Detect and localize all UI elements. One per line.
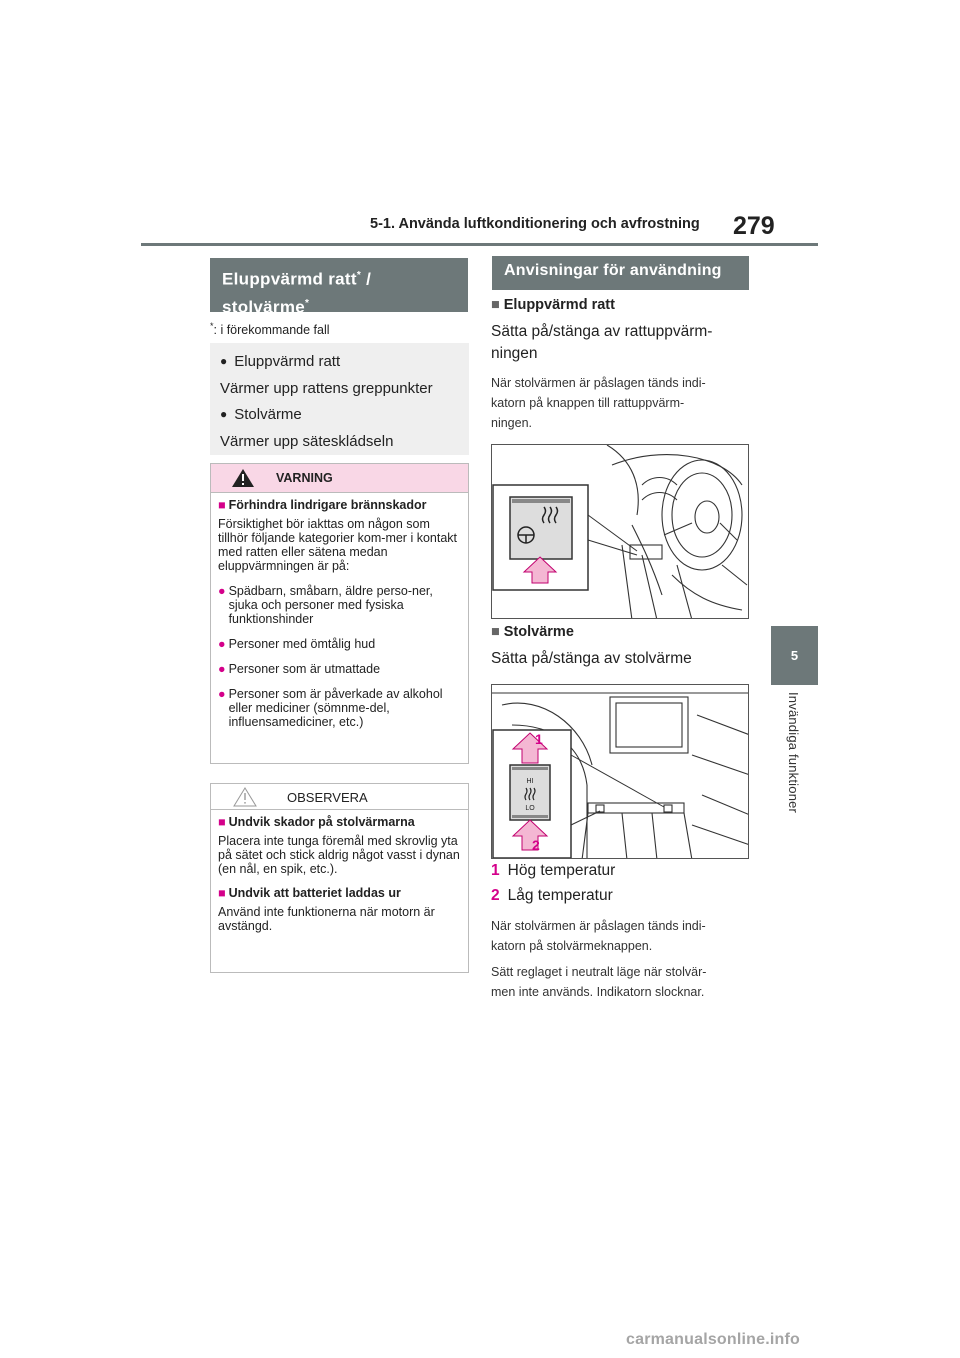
seat-instruction: Sätta på/stänga av stolvärme [491,650,692,667]
footnote-text: : i förekommande fall [213,323,330,338]
warning-item [218,662,461,676]
warning-item [218,637,461,651]
running-header: 5-1. Använda luftkonditionering och avfrostning [370,216,700,232]
warning-item-text: ● Spädbarn, småbarn, äldre perso-ner, sjuka och personer med fysiska funktionshinder [228,584,433,626]
notice-title: OBSERVERA [287,790,368,805]
notice-heading: ■ Undvik skador på stolvärmarna [218,815,461,829]
seat-heading: ■ Stolvärme [491,624,574,640]
warning-box [210,463,469,764]
steering-instruction-line1: Sätta på/stänga av rattuppvärm- [491,323,713,340]
feature-summary-box [210,343,469,455]
warning-title: VARNING [276,471,333,485]
warning-item [218,687,461,729]
chapter-tab: 5 [771,626,818,685]
section-title-sep: / [366,269,372,289]
section-title-part-b: stolvärme [222,297,306,317]
watermark: carmanualsonline.info [626,1331,801,1348]
seat-heater-illustration [491,684,749,859]
steering-note-line1: När stolvärmen är påslagen tänds indi- [491,376,706,390]
notice-header [211,784,468,810]
switch-hi-label: HI [526,778,534,785]
seat-console-drawing [492,685,749,859]
callout-number-2: 2 [532,837,540,853]
warning-triangle-icon [231,468,255,488]
caution-triangle-icon [233,787,257,807]
warning-header [211,464,468,493]
feature-name: ● Stolvärme [220,402,459,428]
steering-note-line2: katorn på knappen till rattuppvärm- [491,396,685,410]
warning-item-text: ● Personer som är påverkade av alkohol eller mediciner (sömnme-del, influensamediciner, etc.) [228,687,443,729]
section-title-part-a: Eluppvärmd ratt [222,269,357,289]
legend-num: 2 [491,887,500,904]
notice-box [210,783,469,973]
section-title-right: Anvisningar för användning [492,256,749,288]
feature-desc: Värmer upp rattens greppunkter [220,380,433,397]
notice-text: Använd inte funktionerna när motorn är avstängd. [218,905,435,933]
section-title-left [210,258,468,317]
seat-note2-line1: Sätt reglaget i neutralt läge när stolvär- [491,965,707,979]
warning-text: Försiktighet bör iakttas om någon som tillhör följande kategorier kom-mer i kontakt med ratten eller sätena medan eluppvärmningen är på: [218,517,457,573]
header-rule [141,243,818,246]
legend-num: 1 [491,862,500,879]
chapter-label: Invändiga funktioner [786,692,801,814]
legend-label: Låg temperatur [507,887,613,904]
seat-note2-line2: men inte används. Indikatorn slocknar. [491,985,705,999]
footnote [210,321,330,337]
notice-text: Placera inte tunga föremål med skrovlig yta på sätet och stick aldrig något vasst i dynan (en nål, en spik, etc.). [218,834,460,876]
seat-note1-line2: katorn på stolvärmeknappen. [491,939,653,953]
warning-item-text: ● Personer som är utmattade [228,662,381,676]
steering-heater-illustration [491,444,749,619]
warning-item [218,584,461,626]
steering-heading: ■ Eluppvärmd ratt [491,297,615,313]
feature-desc: Värmer upp säteskládseln [220,433,394,450]
asterisk-mark: * [305,297,310,309]
warning-heading: ■ Förhindra lindrigare brännskador [218,498,461,512]
steering-note-line3: ningen. [491,416,533,430]
callout-number-1: 1 [535,731,543,747]
switch-lo-label: LO [525,805,535,812]
steering-instruction-line2: ningen [491,345,538,362]
warning-item-text: ● Personer med ömtålig hud [228,637,376,651]
steering-dashboard-drawing [492,445,749,619]
legend-item-1 [491,862,615,880]
legend-label: Hög temperatur [507,862,616,879]
legend-item-2 [491,887,613,905]
asterisk-mark: * [356,270,362,281]
footnote-asterisk: * [210,321,214,331]
seat-note1-line1: När stolvärmen är påslagen tänds indi- [491,919,706,933]
section-title-underline [492,288,749,290]
feature-name: ● Eluppvärmd ratt [220,349,459,375]
notice-heading: ■ Undvik att batteriet laddas ur [218,886,461,900]
page-number: 279 [733,212,775,240]
